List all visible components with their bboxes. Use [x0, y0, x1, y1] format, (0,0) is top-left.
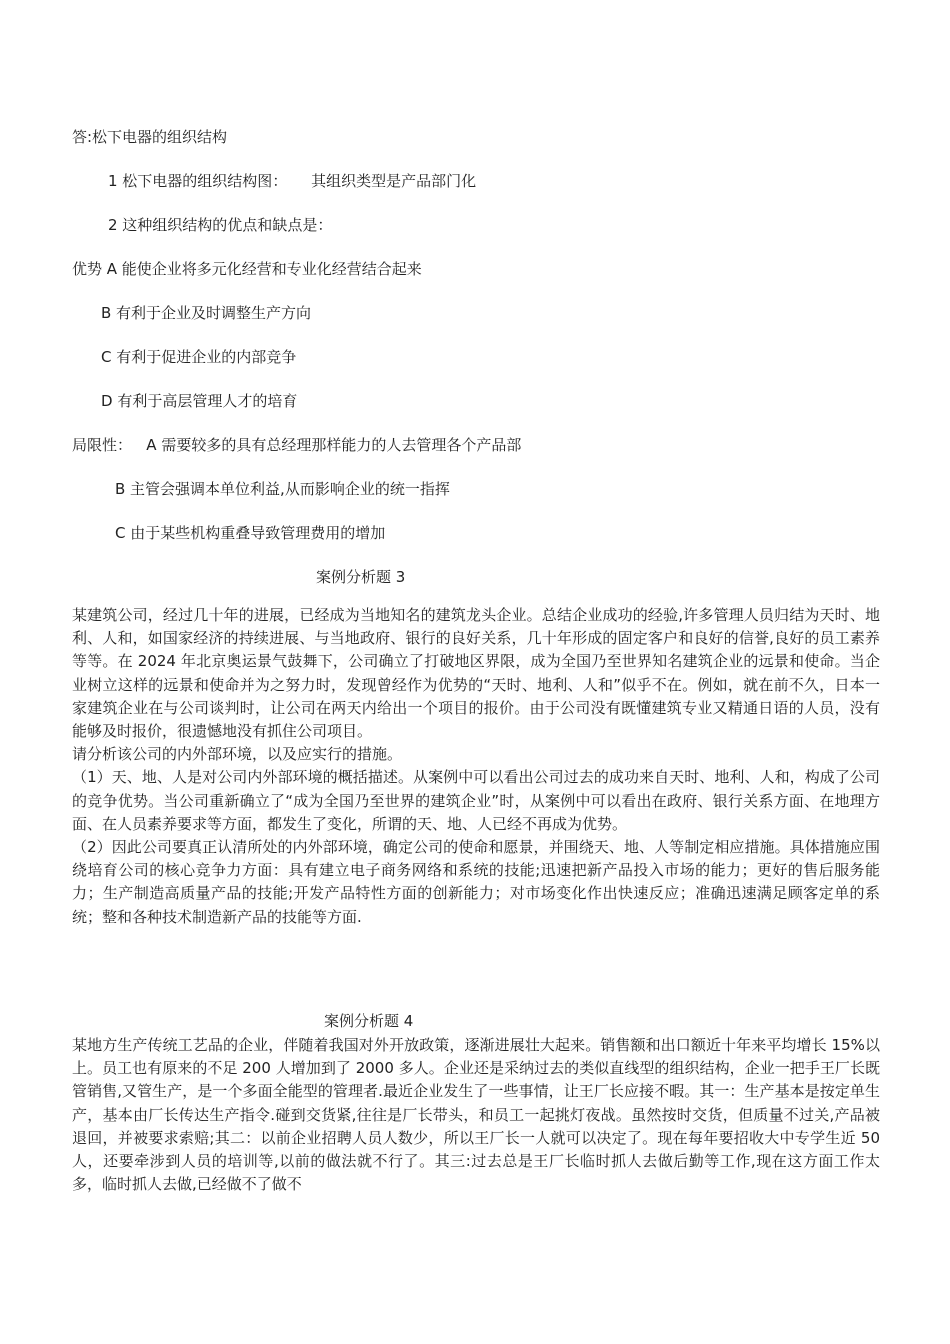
case3-paragraph-1: 某建筑公司，经过几十年的进展，已经成为当地知名的建筑龙头企业。总结企业成功的经验,许多管理人员归结为天时、地利、人和，如国家经济的持续进展、与当地政府、银行的良好关系，几十年形成的固定客户和良好的信誉,良好的员工素养等等。在 2024 年北京奥运景气鼓舞下，公司确立了打破地区界限，成为全国乃至世界知名建筑企业的远景和使命。当企业树立这样的远景和使命并为之努力时，发现曾经作为优势的“天时、地利、人和”似乎不在。例如，就在前不久，日本一家建筑企业在与公司谈判时，让公司在两天内给出一个项目的报价。由于公司没有既懂建筑专业又精通日语的人员，没有能够及时报价，很遗憾地没有抓住公司项目。	[72, 606, 880, 741]
case4-title: 案例分析题 4	[324, 1012, 414, 1030]
advantage-c: C 有利于促进企业的内部竞争	[101, 348, 297, 366]
limitation-b: B 主管会强调本单位利益,从而影响企业的统一指挥	[115, 480, 450, 498]
limitation-a: 局限性： A 需要较多的具有总经理那样能力的人去管理各个产品部	[72, 436, 522, 454]
answer-item-1: 1 松下电器的组织结构图： 其组织类型是产品部门化	[108, 172, 477, 190]
case3-body	[72, 604, 880, 929]
case4-paragraph-1: 某地方生产传统工艺品的企业，伴随着我国对外开放政策，逐渐进展壮大起来。销售额和出口额近十年来平均增长 15%以上。员工也有原来的不足 200 人增加到了 2000 多人。企业还是采纳过去的类似直线型的组织结构，企业一把手王厂长既管销售,又管生产，是一个多面全能型的管理者.最近企业发生了一些事情，让王厂长应接不暇。其一：生产基本是按定单生产，基本由厂长传达生产指令.碰到交货紧,往往是厂长带头，和员工一起挑灯夜战。虽然按时交货，但质量不过关,产品被退回，并被要求索赔;其二：以前企业招聘人员人数少，所以王厂长一人就可以决定了。现在每年要招收大中专学生近 50 人，还要牵涉到人员的培训等,以前的做法就不行了。其三:过去总是王厂长临时抓人去做后勤等工作,现在这方面工作太多，临时抓人去做,已经做不了做不	[72, 1036, 880, 1194]
advantage-b: B 有利于企业及时调整生产方向	[101, 304, 312, 322]
advantage-a: 优势 A 能使企业将多元化经营和专业化经营结合起来	[72, 260, 422, 278]
case3-paragraph-4: （2）因此公司要真正认清所处的内外部环境，确定公司的使命和愿景，并围绕天、地、人等制定相应措施。具体措施应围绕培育公司的核心竞争力方面：具有建立电子商务网络和系统的技能;迅速把新产品投入市场的能力；更好的售后服务能力；生产制造高质量产品的技能;开发产品特性方面的创新能力；对市场变化作出快速反应；准确迅速满足顾客定单的系统；整和各种技术制造新产品的技能等方面.	[72, 838, 880, 926]
case3-paragraph-3: （1）天、地、人是对公司内外部环境的概括描述。从案例中可以看出公司过去的成功来自天时、地利、人和，构成了公司的竞争优势。当公司重新确立了“成为全国乃至世界的建筑企业”时，从案例中可以看出在政府、银行关系方面、在地理方面、在人员素养要求等方面，都发生了变化，所谓的天、地、人已经不再成为优势。	[72, 768, 880, 833]
case3-paragraph-2: 请分析该公司的内外部环境，以及应实行的措施。	[72, 745, 403, 764]
answer-item-2: 2 这种组织结构的优点和缺点是：	[108, 216, 333, 234]
advantage-d: D 有利于高层管理人才的培育	[101, 392, 298, 410]
case3-title: 案例分析题 3	[316, 568, 406, 586]
limitation-c: C 由于某些机构重叠导致管理费用的增加	[115, 524, 386, 542]
case4-body	[72, 1034, 880, 1196]
answer-heading: 答:松下电器的组织结构	[72, 128, 228, 146]
